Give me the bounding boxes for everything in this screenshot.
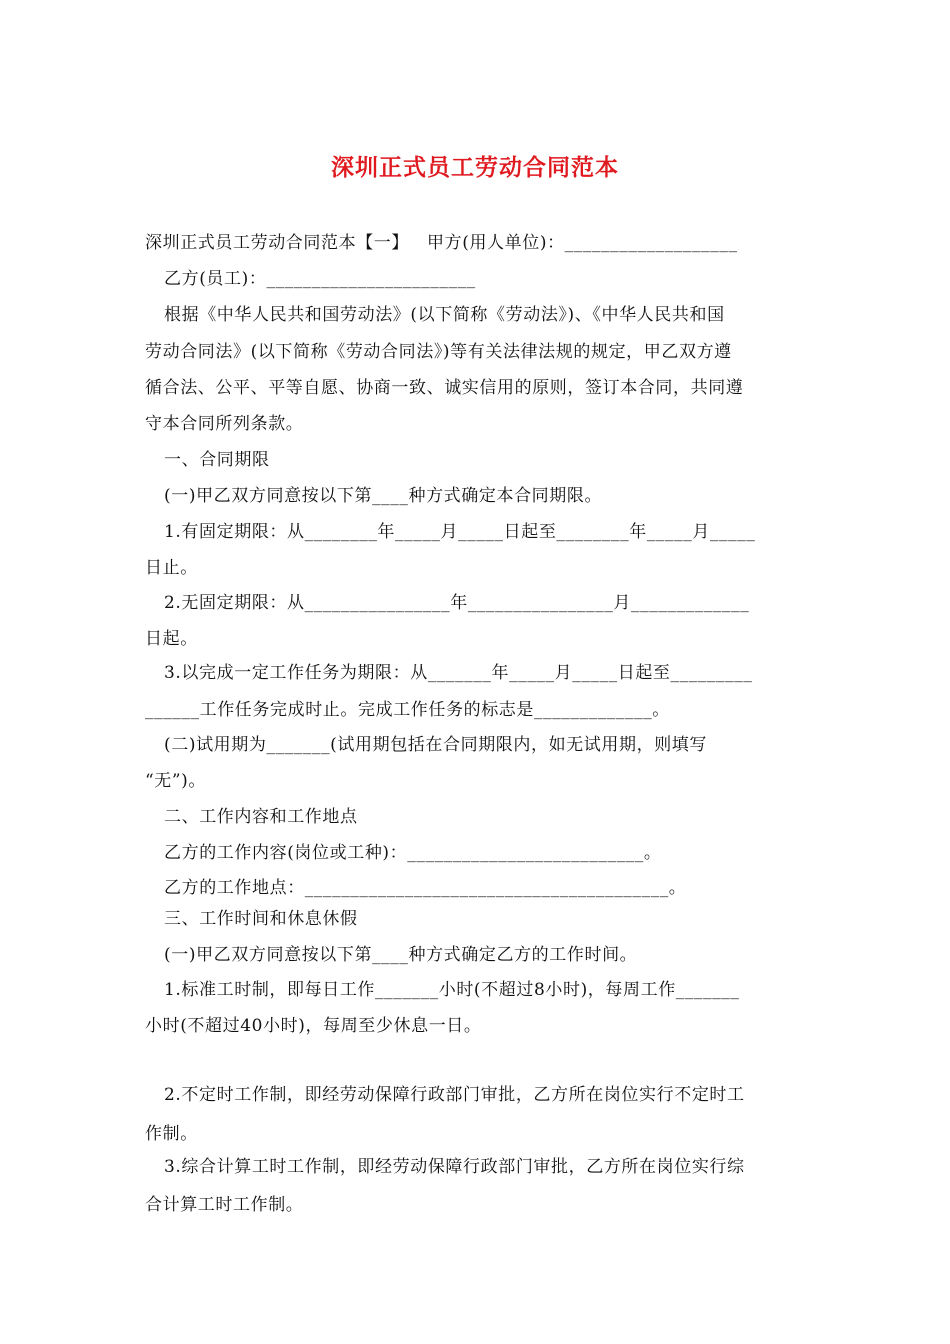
section-heading: 二、工作内容和工作地点 bbox=[164, 807, 358, 827]
text-line: 作制。 bbox=[145, 1124, 198, 1144]
text-line: ______工作任务完成时止。完成工作任务的标志是_____________。 bbox=[145, 700, 670, 720]
text-line: 乙方的工作内容(岗位或工种)：__________________________。 bbox=[164, 843, 662, 863]
text-line: 乙方(员工)：_______________________ bbox=[164, 269, 476, 289]
text-line: 3.综合计算工时工作制，即经劳动保障行政部门审批，乙方所在岗位实行综 bbox=[164, 1157, 745, 1177]
text-line: 守本合同所列条款。 bbox=[145, 414, 304, 434]
text-line: 劳动合同法》(以下简称《劳动合同法》)等有关法律法规的规定，甲乙双方遵 bbox=[145, 342, 732, 362]
section-heading: 一、合同期限 bbox=[164, 450, 270, 470]
text-line: 1.标准工时制，即每日工作_______小时(不超过8小时)，每周工作_______ bbox=[164, 980, 740, 1000]
text-line: 日起。 bbox=[145, 629, 198, 649]
text-line: 1.有固定期限：从________年_____月_____日起至________年_____月_____ bbox=[164, 522, 756, 542]
document-title: 深圳正式员工劳动合同范本 bbox=[331, 154, 619, 181]
section-heading: 三、工作时间和休息休假 bbox=[164, 909, 358, 929]
text-line: 乙方的工作地点：________________________________________。 bbox=[164, 878, 687, 898]
text-line: 合计算工时工作制。 bbox=[145, 1195, 304, 1215]
text-line: 2.不定时工作制，即经劳动保障行政部门审批，乙方所在岗位实行不定时工 bbox=[164, 1085, 745, 1105]
text-line: 3.以完成一定工作任务为期限：从_______年_____月_____日起至_________ bbox=[164, 663, 753, 683]
text-line: (一)甲乙双方同意按以下第____种方式确定本合同期限。 bbox=[164, 486, 603, 506]
text-line: (一)甲乙双方同意按以下第____种方式确定乙方的工作时间。 bbox=[164, 945, 638, 965]
text-line: 深圳正式员工劳动合同范本【一】 甲方(用人单位)：___________________ bbox=[145, 233, 738, 253]
text-line: 2.无固定期限：从________________年________________月_____________ bbox=[164, 593, 750, 613]
text-line: (二)试用期为_______(试用期包括在合同期限内，如无试用期，则填写 bbox=[164, 735, 707, 755]
text-line: 循合法、公平、平等自愿、协商一致、诚实信用的原则，签订本合同，共同遵 bbox=[145, 378, 744, 398]
text-line: 日止。 bbox=[145, 558, 198, 578]
text-line: 根据《中华人民共和国劳动法》(以下简称《劳动法》)、《中华人民共和国 bbox=[164, 305, 725, 325]
text-line: “无”)。 bbox=[145, 771, 207, 791]
text-line: 小时(不超过40小时)，每周至少休息一日。 bbox=[145, 1016, 482, 1036]
